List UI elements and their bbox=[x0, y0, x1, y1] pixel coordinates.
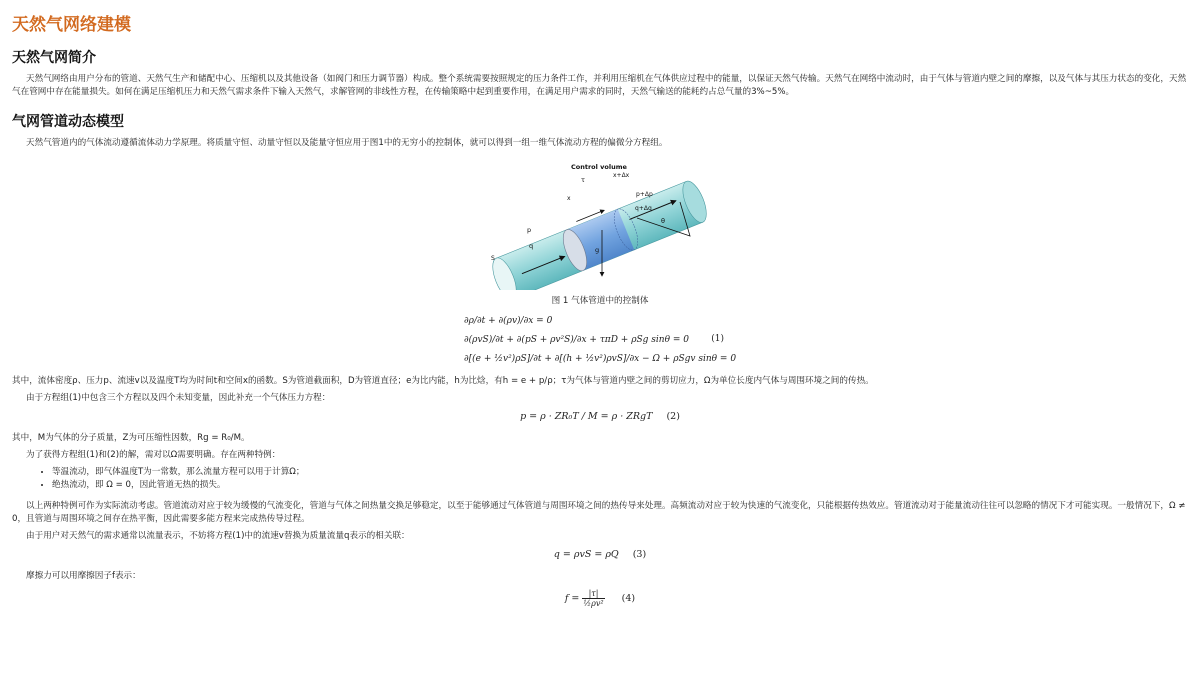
equation-mass: ∂ρ/∂t + ∂(ρv)/∂x = 0 bbox=[464, 316, 553, 326]
equation-friction-fraction bbox=[582, 589, 604, 608]
equation-4 bbox=[12, 589, 1188, 608]
label-x: x bbox=[567, 195, 571, 202]
model-paragraph-3: 由于方程组(1)中包含三个方程以及四个未知变量，因此补充一个气体压力方程： bbox=[26, 393, 331, 403]
equation-number-3: (3) bbox=[632, 549, 647, 560]
equation-momentum: ∂(ρvS)/∂t + ∂(pS + ρv²S)/∂x + τπD + ρSg sinθ = 0 bbox=[464, 335, 689, 345]
section-heading-pipeline-model: 气网管道动态模型 bbox=[12, 114, 124, 130]
fraction-numerator: |τ| bbox=[582, 589, 604, 599]
label-s: S bbox=[491, 255, 495, 262]
pipe-diagram bbox=[485, 160, 715, 290]
label-tau: τ bbox=[581, 176, 585, 184]
fraction-denominator: ½ρv² bbox=[583, 599, 604, 608]
model-paragraph-2: 其中，流体密度ρ、压力p、流速v以及温度T均为时间t和空间x的函数。S为管道截面积，D为管道直径；e为比内能，h为比焓，有h = e + p/ρ；τ为气体与管道内壁之间的剪切应力，Ω为单位长度内气体与周围环境之间的传热。 bbox=[12, 376, 874, 386]
equation-energy: ∂[(e + ½v²)ρS]/∂t + ∂[(h + ½v²)ρvS]/∂x − Ω + ρSgv sinθ = 0 bbox=[464, 354, 737, 364]
list-item: • 绝热流动，即 Ω = 0，因此管道无热的损失。 bbox=[52, 479, 1188, 492]
model-paragraph-4: 其中，M为气体的分子质量，Z为可压缩性因数，Rg = R₀/M。 bbox=[12, 433, 250, 443]
equation-friction-lhs: f = bbox=[564, 593, 580, 604]
label-g: g bbox=[595, 246, 600, 254]
equation-number-4: (4) bbox=[621, 593, 636, 604]
section-heading-intro: 天然气网简介 bbox=[12, 50, 96, 66]
label-p-dp: p+Δp bbox=[636, 191, 653, 198]
equation-number-2: (2) bbox=[666, 411, 680, 422]
equation-system-1 bbox=[464, 312, 744, 369]
model-paragraph-1: 天然气管道内的气体流动遵循流体动力学原理。将质量守恒、动量守恒以及能量守恒应用于图1中的无穷小的控制体，就可以得到一组一维气体流动方程的偏微分方程组。 bbox=[26, 138, 668, 148]
model-paragraph-6: 以上两种特例可作为实际流动考虑。管道流动对应于较为缓慢的气流变化，管道与气体之间热量交换足够稳定，以至于能够通过气体管道与周围环境之间的热传导来处理。高频流动对应于较为快速的气流变化，只能根据传热效应。管道流动对于能量流动往往可以忽略的情况下才可能实现。一般情况下，Ω ≠ 0，且管道与周围环境之间存在热平衡，因此需要多能方程来完成热传导过程。 bbox=[12, 501, 1186, 524]
equation-3 bbox=[12, 549, 1188, 560]
list-item: • 等温流动，即气体温度T为一常数，那么流量方程可以用于计算Ω； bbox=[52, 466, 1188, 479]
equation-state: p = ρ · ZR₀T / M = ρ · ZRgT bbox=[520, 411, 653, 422]
label-control-volume: Control volume bbox=[571, 163, 627, 171]
model-paragraph-5: 为了获得方程组(1)和(2)的解，需对以Ω需要明确。存在两种特例： bbox=[26, 450, 281, 460]
special-case-list bbox=[52, 466, 1188, 492]
equation-flow: q = ρvS = ρQ bbox=[553, 549, 619, 560]
model-paragraph-7: 由于用户对天然气的需求通常以流量表示，不妨将方程(1)中的流速v替换为质量流量q表示的相关联： bbox=[26, 531, 410, 541]
model-paragraph-8: 摩擦力可以用摩擦因子f表示： bbox=[26, 571, 141, 581]
figure-caption: 图 1 气体管道中的控制体 bbox=[551, 296, 649, 306]
page-title: 天然气网络建模 bbox=[12, 15, 131, 35]
label-q-dq: q+Δq bbox=[635, 205, 652, 212]
equation-2 bbox=[12, 411, 1188, 422]
label-q: q bbox=[529, 242, 534, 250]
equation-number-1: (1) bbox=[711, 334, 724, 344]
label-theta: θ bbox=[661, 217, 665, 225]
intro-paragraph: 天然气网络由用户分布的管道、天然气生产和储配中心、压缩机以及其他设备（如阀门和压力调节器）构成。整个系统需要按照规定的压力条件工作，并利用压缩机在气体供应过程中的能量，以保证天然气传输。天然气在网络中流动时，由于气体与管道内壁之间的摩擦，以及气体与其压力状态的变化，天然气在管网中存在能量损失。如何在满足压缩机压力和天然气需求条件下输入天然气，求解管网的非线性方程，在传输策略中起到重要作用，在满足用户需求的同时，天然气输送的能耗约占总气量的3%~5%。 bbox=[12, 74, 1187, 97]
pipe-control-volume-figure bbox=[485, 160, 715, 306]
label-x-dx: x+Δx bbox=[613, 172, 630, 179]
label-p: p bbox=[527, 226, 532, 234]
